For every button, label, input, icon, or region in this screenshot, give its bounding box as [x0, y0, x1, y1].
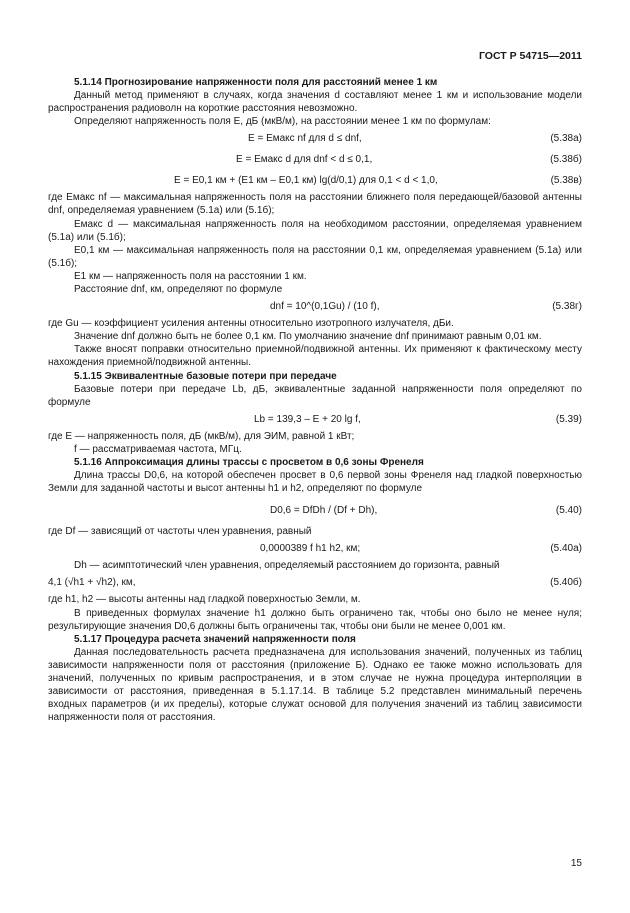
equation-5-40a [48, 538, 582, 559]
paragraph: Значение dnf должно быть не более 0,1 км. По умолчанию значение dnf принимают равным 0,01 км. [74, 331, 542, 343]
paragraph: Определяют напряженность поля E, дБ (мкВ/м), на расстоянии менее 1 км по формулам: [74, 116, 491, 128]
definition: где Df — зависящий от частоты член уравнения, равный [48, 526, 312, 538]
equation-5-38b [48, 149, 582, 170]
equation-formula: E = Eмакс nf для d ≤ dnf, [248, 133, 362, 145]
paragraph: Данная последовательность расчета предназначена для использования значений, полученных из таблиц зависимости напряженности поля от расстояния (приложение Б). Однако ее также можно использовать для значений, полученных по кривым распространения, и в этом случае не нужна процедура интерполяции в зависимости от расстояния, приведенная в 5.1.17.14. В таблице 5.2 представлен минимальный перечень входных параметров (и их пределы), которые служат основой для получения значений из таблиц зависимости напряженности поля от расстояния. [48, 646, 582, 724]
paragraph: В приведенных формулах значение h1 должно быть ограничено так, чтобы оно было не менее нуля; результирующие значения D0,6 должны быть ограничены так, чтобы они были не менее 0,001 км. [48, 607, 582, 632]
equation-number: (5.38в) [550, 175, 582, 187]
definition: где E — напряженность поля, дБ (мкВ/м), для ЭИМ, равной 1 кВт; [48, 430, 355, 442]
equation-formula: E = E0,1 км + (E1 км – E0,1 км) lg(d/0,1) для 0,1 < d < 1,0, [174, 175, 438, 187]
equation-formula: Lb = 139,3 – E + 20 lg f, [254, 413, 361, 425]
definition: E1 км — напряженность поля на расстоянии 1 км. [74, 270, 307, 282]
section-heading-5-1-14: 5.1.14 Прогнозирование напряженности поля для расстояний менее 1 км [74, 77, 438, 88]
paragraph: Также вносят поправки относительно приемной/подвижной антенны. Их применяют к фактическому месту нахождения приемной/подвижной антенны. [48, 344, 582, 369]
paragraph: Базовые потери при передаче Lb, дБ, эквивалентные заданной напряженности поля определяют по формуле [48, 383, 582, 408]
definition: E0,1 км — максимальная напряженность поля на расстоянии 0,1 км, определяемая уравнением (5.1а) или (5.1б); [48, 244, 582, 269]
definition: Eмакс d — максимальная напряженность поля на необходимом расстоянии, определяемая уравнением (5.1а) или (5.1б); [48, 218, 582, 243]
equation-5-38c [48, 170, 582, 191]
definition: где Eмакс nf — максимальная напряженность поля на расстоянии ближнего поля передающей/базовой антенны dnf, определяемая уравнением (5.1а) или (5.1б); [48, 192, 582, 217]
equation-number: (5.40б) [550, 577, 582, 589]
definition: где Gu — коэффициент усиления антенны относительно изотропного излучателя, дБи. [48, 318, 454, 330]
equation-number: (5.39) [555, 413, 582, 425]
equation-5-40 [48, 495, 582, 525]
document-body [48, 76, 582, 724]
equation-5-39 [48, 409, 582, 430]
equation-formula: 4,1 (√h1 + √h2), км, [48, 577, 136, 589]
equation-5-38a [48, 128, 582, 149]
equation-number: (5.40) [555, 505, 582, 517]
definition: где h1, h2 — высоты антенны над гладкой поверхностью Земли, м. [48, 594, 361, 606]
equation-number: (5.38а) [550, 133, 582, 145]
equation-number: (5.38г) [552, 301, 582, 313]
equation-5-40b [48, 572, 582, 593]
equation-formula: 0,0000389 f h1 h2, км; [260, 543, 361, 555]
definition: Dh — асимптотический член уравнения, определяемый расстоянием до горизонта, равный [74, 560, 500, 572]
equation-formula: D0,6 = DfDh / (Df + Dh), [270, 505, 378, 517]
document-header: ГОСТ Р 54715—2011 [478, 50, 582, 62]
page-number: 15 [570, 858, 582, 869]
equation-5-38g [48, 296, 582, 317]
paragraph: Расстояние dnf, км, определяют по формуле [74, 284, 283, 296]
definition: f — рассматриваемая частота, МГц. [74, 443, 242, 455]
section-heading-5-1-17: 5.1.17 Процедура расчета значений напряженности поля [74, 633, 356, 645]
section-heading-5-1-15: 5.1.15 Эквивалентные базовые потери при передаче [74, 370, 337, 382]
equation-formula: dnf = 10^(0,1Gu) / (10 f), [270, 301, 380, 313]
equation-formula: E = Eмакс d для dnf < d ≤ 0,1, [236, 154, 373, 166]
equation-number: (5.40а) [550, 543, 582, 555]
section-heading-5-1-16: 5.1.16 Аппроксимация длины трассы с просветом в 0,6 зоны Френеля [74, 456, 424, 468]
equation-number: (5.38б) [550, 154, 582, 166]
paragraph: Длина трассы D0,6, на которой обеспечен просвет в 0,6 первой зоны Френеля над гладкой поверхностью Земли для заданной частоты и высот антенны h1 и h2, определяют по формуле [48, 470, 582, 495]
paragraph: Данный метод применяют в случаях, когда значения d составляют менее 1 км и использование модели распространения радиоволн на короткие расстояния невозможно. [48, 90, 582, 115]
